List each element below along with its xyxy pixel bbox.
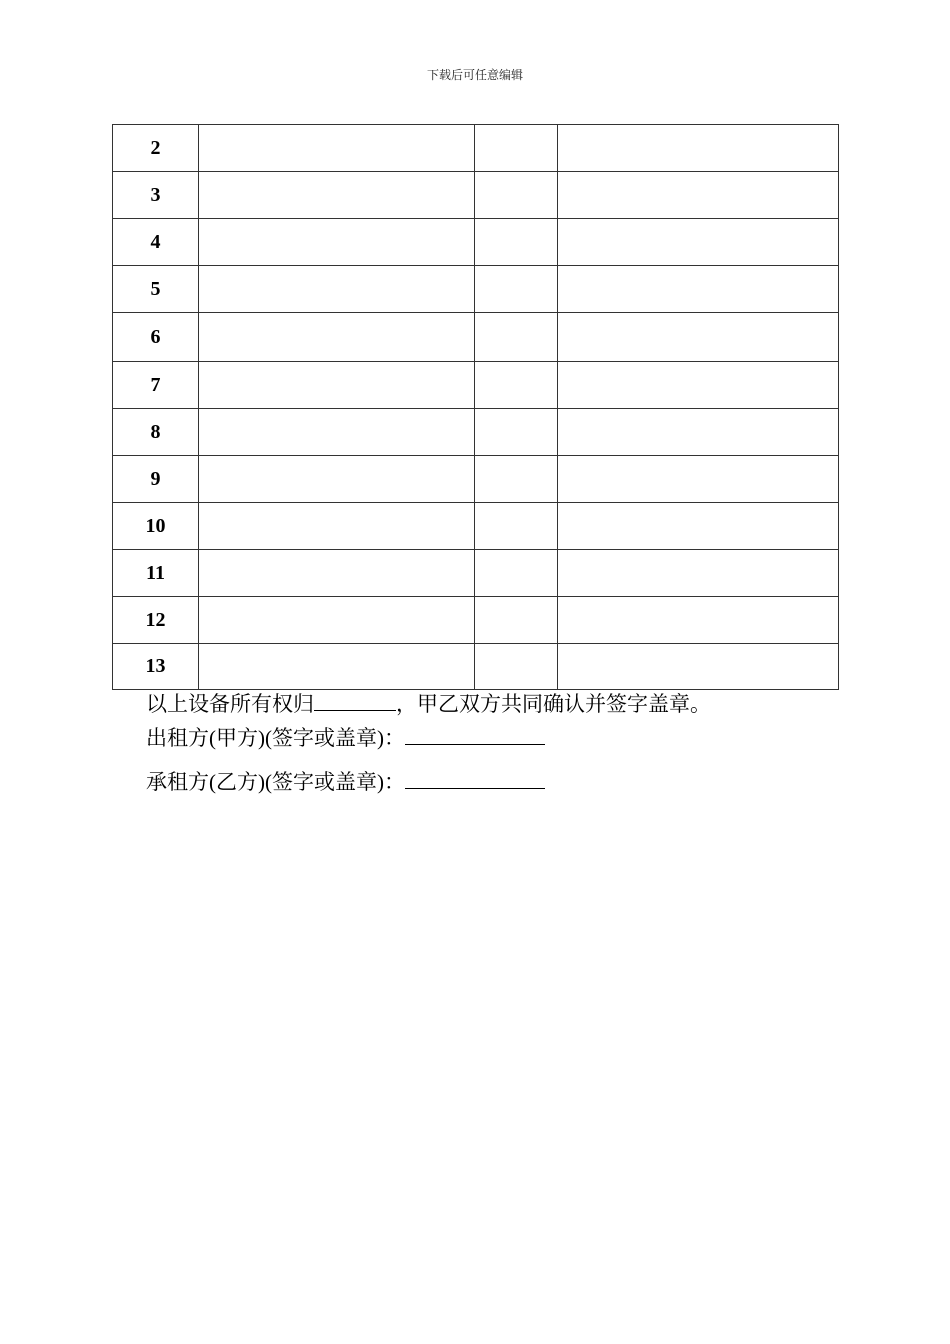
- ownership-statement: [146, 688, 711, 718]
- ownership-statement-prefix: 以上设备所有权归: [146, 692, 314, 716]
- table-row: [113, 409, 839, 456]
- remarks-cell[interactable]: [558, 503, 839, 550]
- table-row: [113, 313, 839, 362]
- quantity-cell[interactable]: [475, 550, 558, 597]
- table-row: [113, 266, 839, 313]
- name-cell[interactable]: [199, 266, 475, 313]
- remarks-cell[interactable]: [558, 409, 839, 456]
- name-cell[interactable]: [199, 172, 475, 219]
- row-number-cell: 9: [113, 456, 199, 503]
- quantity-cell[interactable]: [475, 313, 558, 362]
- row-number-cell: 12: [113, 597, 199, 644]
- row-number-cell: 4: [113, 219, 199, 266]
- remarks-cell[interactable]: [558, 125, 839, 172]
- table-row: [113, 172, 839, 219]
- quantity-cell[interactable]: [475, 125, 558, 172]
- lessor-signature-label: 出租方(甲方)(签字或盖章)：: [146, 726, 405, 750]
- name-cell[interactable]: [199, 219, 475, 266]
- row-number-cell: 11: [113, 550, 199, 597]
- header-note: 下载后可任意编辑: [426, 68, 523, 82]
- row-number-cell: 10: [113, 503, 199, 550]
- name-cell[interactable]: [199, 503, 475, 550]
- quantity-cell[interactable]: [475, 172, 558, 219]
- remarks-cell[interactable]: [558, 266, 839, 313]
- quantity-cell[interactable]: [475, 456, 558, 503]
- row-number-cell: 3: [113, 172, 199, 219]
- remarks-cell[interactable]: [558, 362, 839, 409]
- remarks-cell[interactable]: [558, 219, 839, 266]
- row-number-cell: 5: [113, 266, 199, 313]
- quantity-cell[interactable]: [475, 219, 558, 266]
- table-row: [113, 550, 839, 597]
- lessee-signature-line: [146, 766, 545, 796]
- equipment-table: [112, 124, 839, 690]
- remarks-cell[interactable]: [558, 313, 839, 362]
- quantity-cell[interactable]: [475, 409, 558, 456]
- name-cell[interactable]: [199, 456, 475, 503]
- table-row: [113, 362, 839, 409]
- quantity-cell[interactable]: [475, 644, 558, 690]
- equipment-table-body: [113, 125, 839, 690]
- table-row: [113, 219, 839, 266]
- quantity-cell[interactable]: [475, 503, 558, 550]
- table-row: [113, 597, 839, 644]
- quantity-cell[interactable]: [475, 362, 558, 409]
- row-number-cell: 8: [113, 409, 199, 456]
- row-number-cell: 6: [113, 313, 199, 362]
- name-cell[interactable]: [199, 550, 475, 597]
- table-row: [113, 125, 839, 172]
- row-number-cell: 13: [113, 644, 199, 690]
- lessor-signature-blank[interactable]: [405, 722, 545, 745]
- table-row: [113, 503, 839, 550]
- name-cell[interactable]: [199, 313, 475, 362]
- name-cell[interactable]: [199, 125, 475, 172]
- table-row: [113, 456, 839, 503]
- owner-blank[interactable]: [314, 690, 396, 711]
- lessee-signature-label: 承租方(乙方)(签字或盖章)：: [146, 770, 405, 794]
- remarks-cell[interactable]: [558, 597, 839, 644]
- row-number-cell: 7: [113, 362, 199, 409]
- ownership-statement-suffix: ，甲乙双方共同确认并签字盖章。: [396, 692, 711, 716]
- remarks-cell[interactable]: [558, 550, 839, 597]
- remarks-cell[interactable]: [558, 456, 839, 503]
- remarks-cell[interactable]: [558, 172, 839, 219]
- name-cell[interactable]: [199, 597, 475, 644]
- table-row: [113, 644, 839, 690]
- name-cell[interactable]: [199, 362, 475, 409]
- lessor-signature-line: [146, 722, 545, 752]
- remarks-cell[interactable]: [558, 644, 839, 690]
- quantity-cell[interactable]: [475, 597, 558, 644]
- row-number-cell: 2: [113, 125, 199, 172]
- lessee-signature-blank[interactable]: [405, 766, 545, 789]
- name-cell[interactable]: [199, 409, 475, 456]
- quantity-cell[interactable]: [475, 266, 558, 313]
- name-cell[interactable]: [199, 644, 475, 690]
